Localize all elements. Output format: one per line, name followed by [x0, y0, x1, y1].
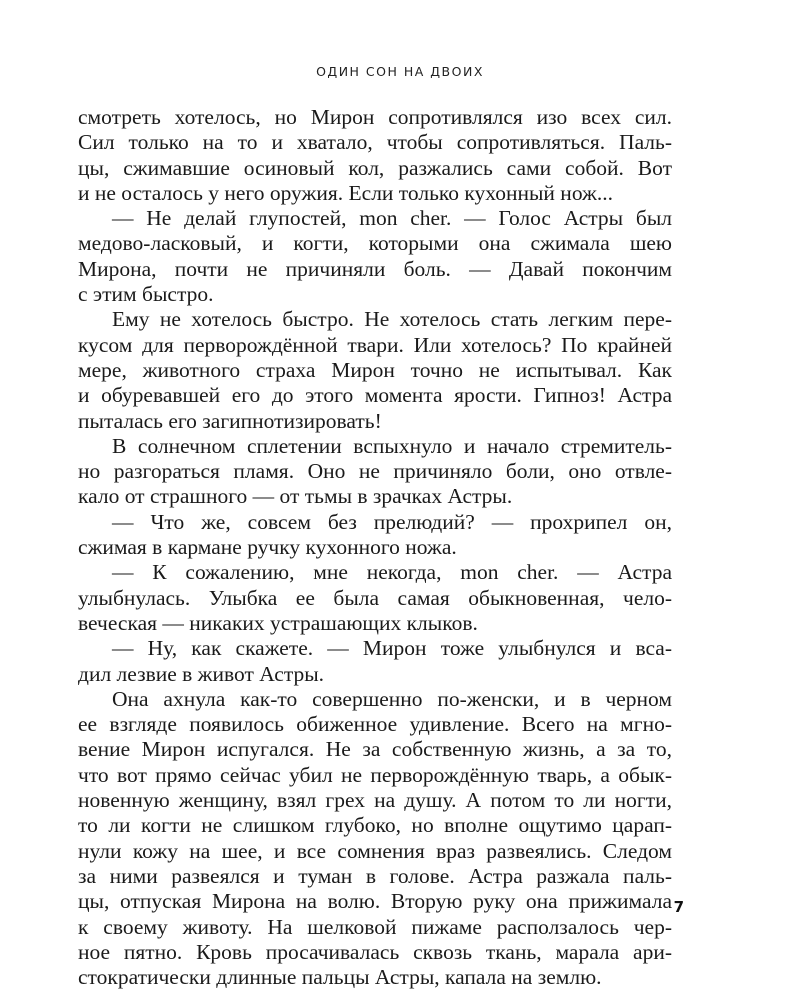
paragraph — [78, 105, 672, 206]
paragraph — [78, 307, 672, 433]
text-line: то ли когти не слишком глубоко, но вполне ощутимо царап- — [78, 813, 672, 838]
text-line: и не осталось у него оружия. Если только кухонный нож... — [78, 180, 614, 205]
paragraph — [78, 560, 672, 636]
paragraph — [78, 636, 672, 687]
text-line: кусом для перворождённой твари. Или хотелось? По крайней — [78, 332, 672, 357]
text-line: — Не делай глупостей, mon cher. — Голос Астры был — [112, 206, 672, 231]
text-line: — Что же, совсем без прелюдий? — прохрипел он, — [112, 509, 672, 534]
text-line: ное пятно. Кровь просачивалась сквозь ткань, марала ари- — [78, 939, 672, 964]
text-line: сжимая в кармане ручку кухонного ножа. — [78, 535, 457, 560]
text-line: к своему животу. На шелковой пижаме расползалось чер- — [78, 914, 672, 939]
text-line: стократически длинные пальцы Астры, капала на землю. — [78, 965, 602, 990]
text-line: цы, отпуская Мирона на волю. Вторую руку она прижимала — [78, 889, 672, 914]
running-head: ОДИН СОН НА ДВОИХ — [316, 64, 484, 79]
text-line: Мирона, почти не причиняли боль. — Давай покончим — [78, 256, 672, 281]
text-line: пыталась его загипнотизировать! — [78, 408, 382, 433]
text-line: — К сожалению, мне некогда, mon cher. — Астра — [112, 560, 672, 585]
text-line: цы, сжимавшие осиновый кол, разжались сами собой. Вот — [78, 155, 672, 180]
text-line: мере, животного страха Мирон точно не испытывал. Как — [78, 357, 672, 382]
text-line: Она ахнула как-то совершенно по-женски, и в черном — [112, 686, 672, 711]
text-line: улыбнулась. Улыбка ее была самая обыкновенная, чело- — [78, 585, 672, 610]
text-line: В солнечном сплетении вспыхнуло и начало стремитель- — [112, 433, 672, 458]
body-text — [78, 105, 672, 990]
paragraph — [78, 434, 672, 510]
text-line: кало от страшного — от тьмы в зрачках Астры. — [78, 484, 513, 509]
text-line: что вот прямо сейчас убил не перворождённую тварь, а обык- — [78, 762, 672, 787]
text-line: и обуревавшей его до этого момента ярости. Гипноз! Астра — [78, 383, 672, 408]
text-line: нули кожу на шее, и все сомнения враз развеялись. Следом — [78, 838, 672, 863]
paragraph — [78, 206, 672, 307]
text-line: веческая — никаких устрашающих клыков. — [78, 610, 478, 635]
text-line: Ему не хотелось быстро. Не хотелось стать легким пере- — [112, 307, 672, 332]
text-line: дил лезвие в живот Астры. — [78, 661, 325, 686]
paragraph — [78, 687, 672, 991]
text-line: вение Мирон испугался. Не за собственную жизнь, а за то, — [78, 737, 672, 762]
text-line: с этим быстро. — [78, 282, 214, 307]
text-line: за ними развеялся и туман в голове. Астра разжала паль- — [78, 863, 672, 888]
text-line: смотреть хотелось, но Мирон сопротивлялся изо всех сил. — [78, 105, 672, 129]
text-line: новенную женщину, взял грех на душу. А потом то ли ногти, — [78, 788, 672, 813]
page-number: 7 — [673, 898, 684, 916]
text-line: ее взгляде появилось обиженное удивление. Всего на мгно- — [78, 712, 672, 737]
text-line: медово-ласковый, и когти, которыми она сжимала шею — [78, 231, 672, 256]
paragraph — [78, 510, 672, 561]
text-line: но разгораться пламя. Оно не причиняло боли, оно отвле- — [78, 459, 672, 484]
text-line: — Ну, как скажете. — Мирон тоже улыбнулся и вса- — [112, 636, 672, 661]
text-line: Сил только на то и хватало, чтобы сопротивляться. Паль- — [78, 130, 672, 155]
